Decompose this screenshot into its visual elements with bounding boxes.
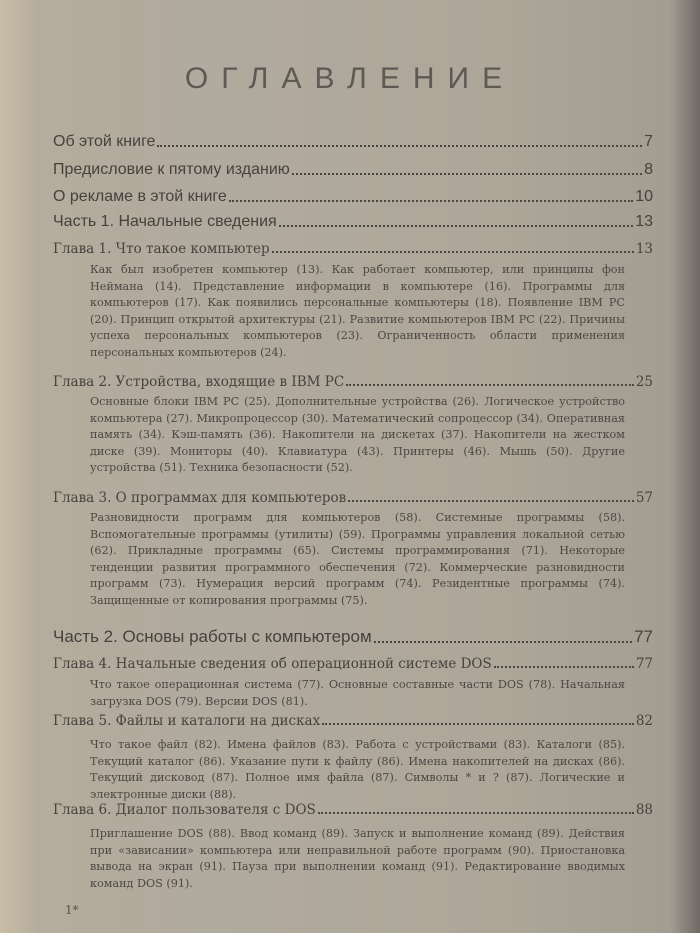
leader-dots [348,500,634,502]
entry-page: 82 [635,713,653,729]
toc-chapter-2 [53,374,653,390]
page-title: ОГЛАВЛЕНИЕ [184,62,516,95]
toc-entry-advertising [53,188,653,206]
toc-chapter-4 [53,656,653,672]
chapter-4-topics: Что такое операционная система (77). Основные составные части DOS (78). Начальная загрузка DOS (79). Версии DOS (81). [90,678,625,708]
entry-label: Часть 2. Основы работы с компьютером [53,627,372,646]
entry-page: 25 [635,374,653,390]
entry-page: 57 [635,490,653,506]
chapter-6-topics: Приглашение DOS (88). Ввод команд (89). Запуск и выполнение команд (89). Действия при «зависании» компьютера или неправильной работе программ (90). Приостановка вывода на экран (91). Пауза при выполнении команд (91). Редактирование вводимых команд DOS (91). [90,827,625,890]
toc-entry-preface [53,161,653,179]
toc-chapter-3 [53,490,653,506]
leader-dots [279,225,634,227]
entry-page: 77 [635,656,653,672]
entry-label: Глава 1. Что такое компьютер [53,241,270,257]
entry-label: Глава 2. Устройства, входящие в IBM PC [53,374,345,390]
toc-chapter-5 [53,713,653,729]
entry-page: 7 [644,133,653,150]
entry-label: Глава 6. Диалог пользователя с DOS [53,802,316,818]
entry-label: Об этой книге [53,133,156,150]
leader-dots [346,384,634,386]
toc-chapter-6 [53,802,653,818]
toc-entry-about-book [53,133,653,151]
toc-part-1 [53,213,653,231]
leader-dots [229,200,633,202]
leader-dots [322,723,634,725]
chapter-2-topics: Основные блоки IBM PC (25). Дополнительные устройства (26). Логическое устройство компьютера (27). Микропроцессор (30). Математический сопроцессор (34). Оперативная память (34). Кэш-память (36). Накопители на дискетах (37). Накопители на жестком диске (39). Мониторы (40). Клавиатура (43). Принтеры (46). Мышь (50). Другие устройства (51). Техника безопасности (52). [90,395,625,475]
entry-label: Предисловие к пятому изданию [53,161,290,178]
entry-page: 88 [635,802,653,818]
leader-dots [157,145,642,147]
leader-dots [272,251,634,253]
chapter-3-topics: Разновидности программ для компьютеров (58). Системные программы (58). Вспомогательные программы (утилиты) (59). Программы управления локальной сетью (62). Прикладные программы (65). Системы программирования (71). Некоторые тенденции развития программного обеспечения (72). Коммерческие разновидности программ (73). Нумерация версий программ (74). Резидентные программы (74). Защищенные от копирования программы (75). [90,511,625,607]
entry-page: 13 [635,241,653,257]
chapter-5-topics: Что такое файл (82). Имена файлов (83). Работа с устройствами (83). Каталоги (85). Текущий каталог (86). Указание пути к файлу (86). Имена накопителей на дисках (86). Текущий дисковод (87). Полное имя файла (87). Символы * и ? (87). Логические и электронные диски (88). [90,738,625,801]
leader-dots [318,812,634,814]
entry-label: Глава 3. О программах для компьютеров [53,490,347,506]
toc-part-2 [53,627,653,647]
entry-label: О рекламе в этой книге [53,188,227,205]
leader-dots [494,666,634,668]
entry-page: 10 [635,188,653,205]
leader-dots [374,641,632,643]
signature-mark: 1* [65,903,79,917]
entry-page: 77 [634,627,653,646]
entry-page: 13 [635,213,653,230]
entry-page: 8 [644,161,653,178]
leader-dots [292,173,642,175]
entry-label: Глава 5. Файлы и каталоги на дисках [53,713,321,729]
entry-label: Глава 4. Начальные сведения об операционной системе DOS [53,656,492,672]
chapter-1-topics: Как был изобретен компьютер (13). Как работает компьютер, или принципы фон Неймана (14). Представление информации в компьютере (16). Программы для компьютеров (17). Как появились персональные компьютеры (18). Появление IBM PC (20). Принцип открытой архитектуры (21). Развитие компьютеров IBM PC (22). Причины успеха персональных компьютеров (23). Ограниченность области применения персональных компьютеров (24). [90,263,625,359]
toc-chapter-1 [53,241,653,257]
entry-label: Часть 1. Начальные сведения [53,213,277,230]
